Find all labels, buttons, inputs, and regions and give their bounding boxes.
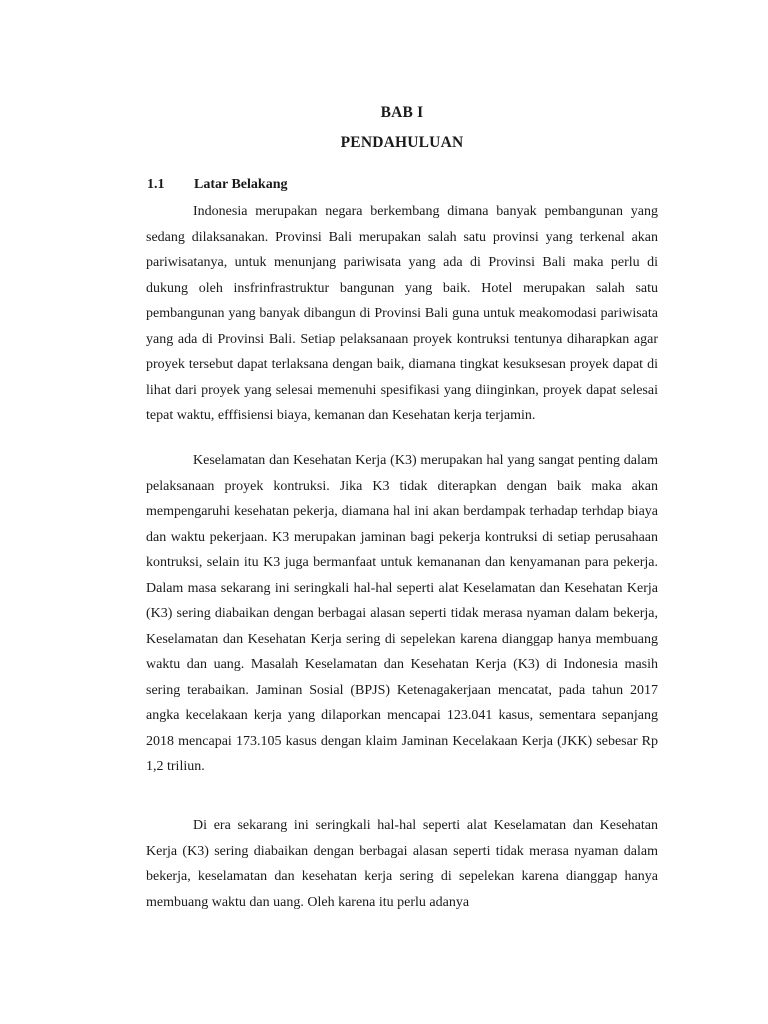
- section-heading: [147, 177, 287, 193]
- chapter-title: PENDAHULUAN: [340, 134, 464, 151]
- paragraph-text: Di era sekarang ini seringkali hal-hal seperti alat Keselamatan dan Kesehatan Kerja (K3) sering diabaikan dengan berbagai alasan seperti tidak merasa nyaman dalam bekerja, keselamatan dan kesehatan kerja sering di sepelekan karena dianggap hanya membuang waktu dan uang. Oleh karena itu perlu adanya: [146, 818, 658, 910]
- paragraph-text: Indonesia merupakan negara berkembang dimana banyak pembangunan yang sedang dilaksanakan. Provinsi Bali merupakan salah satu provinsi yang terkenal akan pariwisatanya, untuk menunjang pariwisata yang ada di Provinsi Bali maka perlu di dukung oleh insfrinfrastruktur bangunan yang baik. Hotel merupakan salah satu pembangunan yang banyak dibangun di Provinsi Bali guna untuk meakomodasi pariwisata yang ada di Provinsi Bali. Setiap pelaksanaan proyek kontruksi tentunya diharapkan agar proyek tersebut dapat terlaksana dengan baik, diamana tingkat kesuksesan proyek dapat di lihat dari proyek yang selesai memenuhi spesifikasi yang diinginkan, proyek dapat selesai tepat waktu, efffisiensi biaya, kemanan dan Kesehatan kerja terjamin.: [146, 204, 658, 423]
- paragraph-text: Keselamatan dan Kesehatan Kerja (K3) merupakan hal yang sangat penting dalam pelaksanaan proyek kontruksi. Jika K3 tidak diterapkan dengan baik maka akan mempengaruhi kesehatan pekerja, diamana hal ini akan berdampak terhadap terhdap biaya dan waktu pekerjaan. K3 merupakan jaminan bagi pekerja kontruksi di setiap perusahaan kontruksi, selain itu K3 juga bermanfaat untuk kemananan dan kenyamanan para pekerja. Dalam masa sekarang ini seringkali hal-hal seperti alat Keselamatan dan Kesehatan Kerja (K3) sering diabaikan dengan berbagai alasan seperti tidak merasa nyaman dalam bekerja, Keselamatan dan Kesehatan Kerja sering di sepelekan karena dianggap hanya membuang waktu dan uang. Masalah Keselamatan dan Kesehatan Kerja (K3) di Indonesia masih sering terabaikan. Jaminan Sosial (BPJS) Ketenagakerjaan mencatat, pada tahun 2017 angka kecelakaan kerja yang dilaporkan mencapai 123.041 kasus, sementara sepanjang 2018 mencapai 173.105 kasus dengan klaim Jaminan Kecelakaan Kerja (JKK) sebesar Rp 1,2 triliun.: [146, 453, 658, 774]
- section-number: 1.1: [147, 177, 165, 192]
- chapter-label: BAB I: [380, 104, 424, 121]
- paragraph-1: [146, 199, 658, 429]
- paragraph-3: [146, 813, 658, 915]
- section-title: Latar Belakang: [194, 177, 288, 192]
- paragraph-2: [146, 448, 658, 780]
